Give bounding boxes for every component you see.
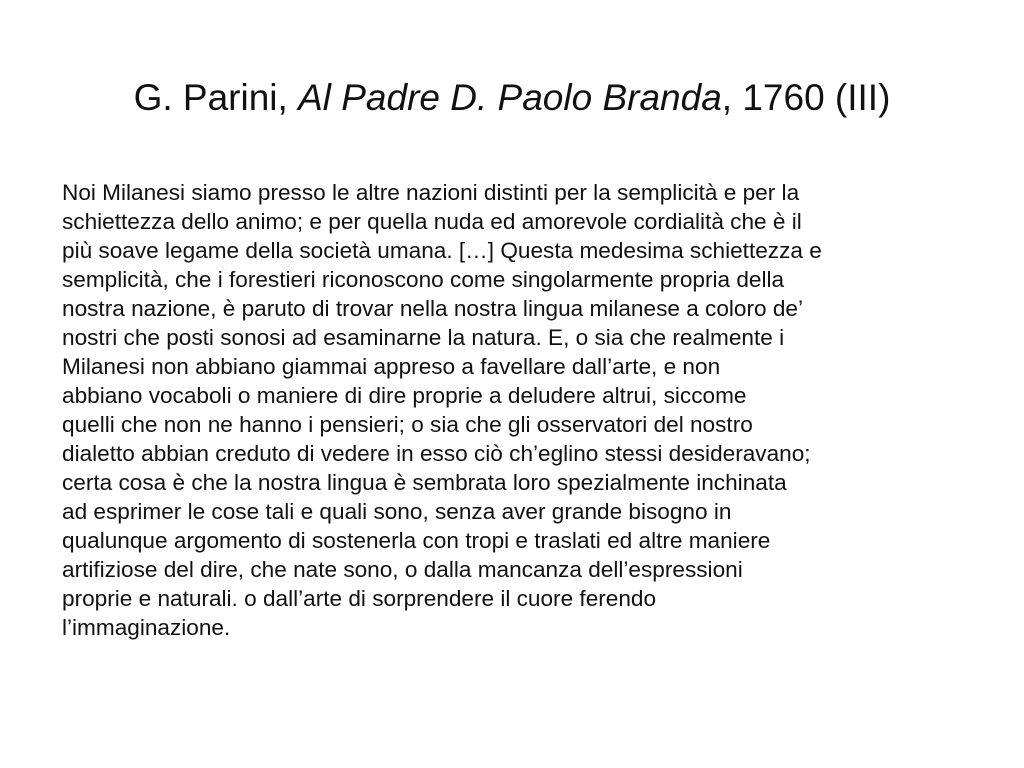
quote-line: ad esprimer le cose tali e quali sono, senza aver grande bisogno in (62, 499, 732, 524)
quote-line: certa cosa è che la nostra lingua è sembrata loro spezialmente inchinata (62, 470, 787, 495)
title-year: , 1760 (III) (721, 77, 891, 118)
quote-line: l’immaginazione. (62, 615, 231, 640)
quote-line: proprie e naturali. o dall’arte di sorprendere il cuore ferendo (62, 586, 657, 611)
quote-line: nostra nazione, è paruto di trovar nella nostra lingua milanese a coloro de’ (62, 296, 804, 321)
quote-line: più soave legame della società umana. […] Questa medesima schiettezza e (62, 238, 822, 263)
quote-line: Noi Milanesi siamo presso le altre nazioni distinti per la semplicità e per la (62, 180, 800, 205)
quote-line: Milanesi non abbiano giammai appreso a favellare dall’arte, e non (62, 354, 721, 379)
slide-title (60, 72, 964, 124)
quote-line: abbiano vocaboli o maniere di dire proprie a deludere altrui, siccome (62, 383, 747, 408)
quote-line: qualunque argomento di sostenerla con tropi e traslati ed altre maniere (62, 528, 771, 553)
quote-line: schiettezza dello animo; e per quella nuda ed amorevole cordialità che è il (62, 209, 802, 234)
quote-line: quelli che non ne hanno i pensieri; o sia che gli osservatori del nostro (62, 412, 753, 437)
quote-paragraph (62, 178, 966, 642)
quote-line: dialetto abbian creduto di vedere in esso ciò ch’eglino stessi desideravano; (62, 441, 811, 466)
quote-line: artifiziose del dire, che nate sono, o dalla mancanza dell’espressioni (62, 557, 743, 582)
title-work: Al Padre D. Paolo Branda (298, 77, 722, 118)
title-author: G. Parini, (133, 77, 299, 118)
quote-line: semplicità, che i forestieri riconoscono come singolarmente propria della (62, 267, 785, 292)
quote-line: nostri che posti sonosi ad esaminarne la natura. E, o sia che realmente i (62, 325, 785, 350)
